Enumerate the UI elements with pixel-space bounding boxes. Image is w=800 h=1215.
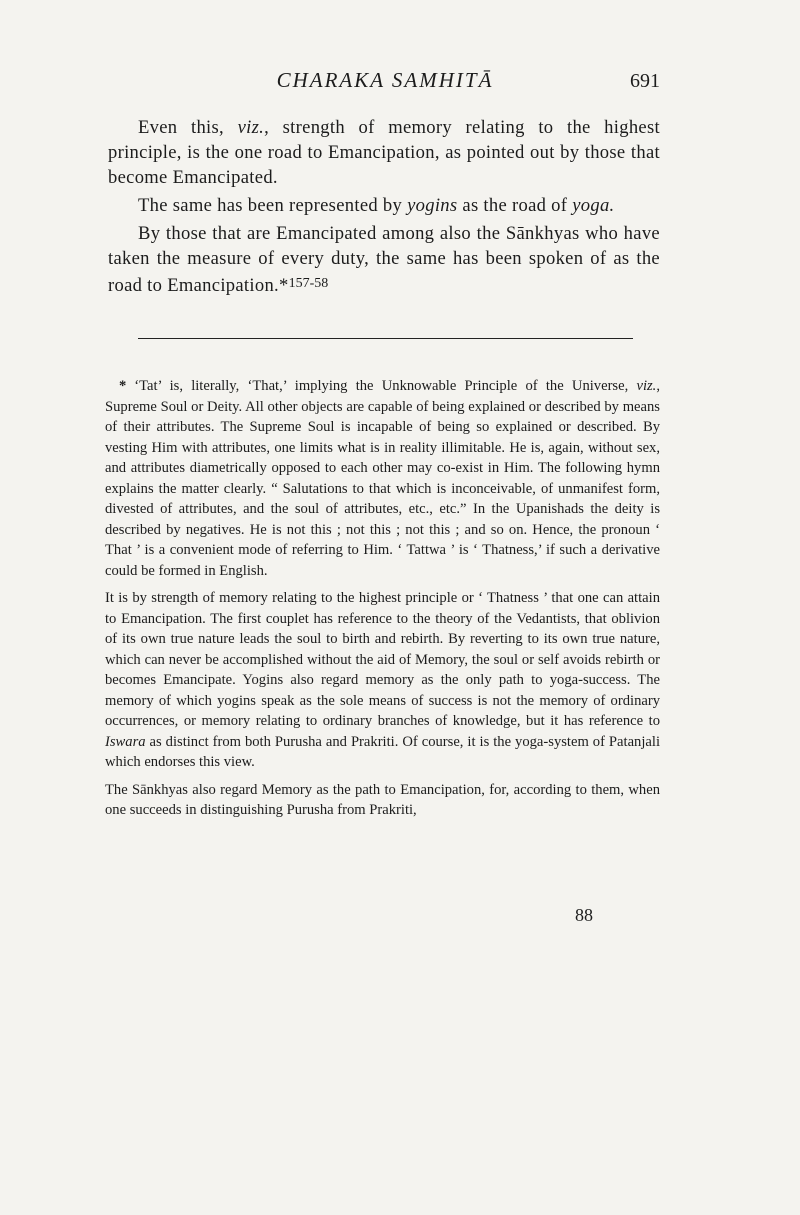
footnotes	[105, 376, 660, 821]
footnote-2-text-a: It is by strength of memory relating to the highest principle or ‘ Thatness ’ that one can attain to Emancipation. The first couplet has reference to the theory of the Vedantists, that oblivion of its own true nature leads the soul to birth and rebirth. By reverting to its own true nature, which can never be accomplished without the aid of Memory, the soul or self avoids rebirth or becomes Emancipate. Yogins also regard memory as the only path to yoga-success. The memory of which yogins speak as the sole means of success is not the memory of ordinary occurrences, or memory relating to ordinary branches of knowledge, but it has reference to	[105, 590, 660, 729]
paragraph-2-text-a: The same has been represented by	[138, 195, 408, 216]
paragraph-1-text-a: Even this,	[138, 117, 238, 138]
paragraph-2	[108, 193, 660, 218]
footnote-mark: *	[279, 275, 289, 296]
paragraph-1-viz: viz.	[237, 117, 265, 138]
paragraph-2-yogins: yogins	[407, 195, 458, 216]
footnote-divider	[138, 338, 633, 339]
footnote-1	[105, 376, 660, 581]
footnote-1-mark: *	[119, 378, 127, 394]
footnote-2-iswara: Iswara	[105, 733, 146, 750]
paragraph-3-text: By those that are Emancipated among also the Sānkhyas who have taken the measure of every duty, the same has been spoken of as the road to Emancipation.	[108, 223, 660, 296]
paragraph-1	[108, 115, 660, 190]
paragraph-3	[108, 221, 660, 298]
footnote-1-viz: viz.	[636, 378, 657, 394]
running-header	[110, 68, 660, 98]
signature-mark: 88	[575, 905, 593, 925]
footnote-2	[105, 588, 660, 773]
paragraph-2-text-b: as the road of	[457, 195, 573, 216]
footnote-1-text-a: ‘Tat’ is, literally, ‘That,’ implying the Unknowable Principle of the Universe,	[134, 378, 637, 394]
footnote-1-text-b: , Supreme Soul or Deity. All other objects are capable of being explained or described by means of their attributes. The Supreme Soul is incapable of being so explained or described. By vesting Him with attributes, one limits what is in reality illimitable. He is, again, without sex, and attributes diametrically opposed to each other may co-exist in Him. The following hymn explains the matter clearly. “ Salutations to that which is inconceivable, of unmanifest form, divested of attributes, and the soul of attributes, etc., etc.” In the Upanishads the deity is described by negatives. He is not this ; not this ; not this ; and so on. Hence, the pronoun ‘ That ’ is a convenient mode of referring to Him. ‘ Tattwa ’ is ‘ Thatness,’ if such a derivative could be formed in English.	[105, 378, 660, 579]
verse-reference: 157-58	[288, 276, 329, 291]
paragraph-2-yoga: yoga.	[572, 195, 615, 216]
footnote-2-text-b: as distinct from both Purusha and Prakriti. Of course, it is the yoga-system of Patanjali which endorses this view.	[105, 733, 660, 770]
main-text	[108, 115, 660, 298]
paragraph-1-text-b: , strength of memory relating to the highest principle, is the one road to Emancipation, as pointed out by those that become Emancipated.	[108, 117, 660, 188]
page-number: 691	[630, 70, 660, 92]
running-title: CHARAKA SAMHITĀ	[276, 68, 494, 92]
footnote-3: The Sānkhyas also regard Memory as the path to Emancipation, for, according to them, when one succeeds in distinguishing Purusha from Prakriti,	[105, 781, 660, 818]
